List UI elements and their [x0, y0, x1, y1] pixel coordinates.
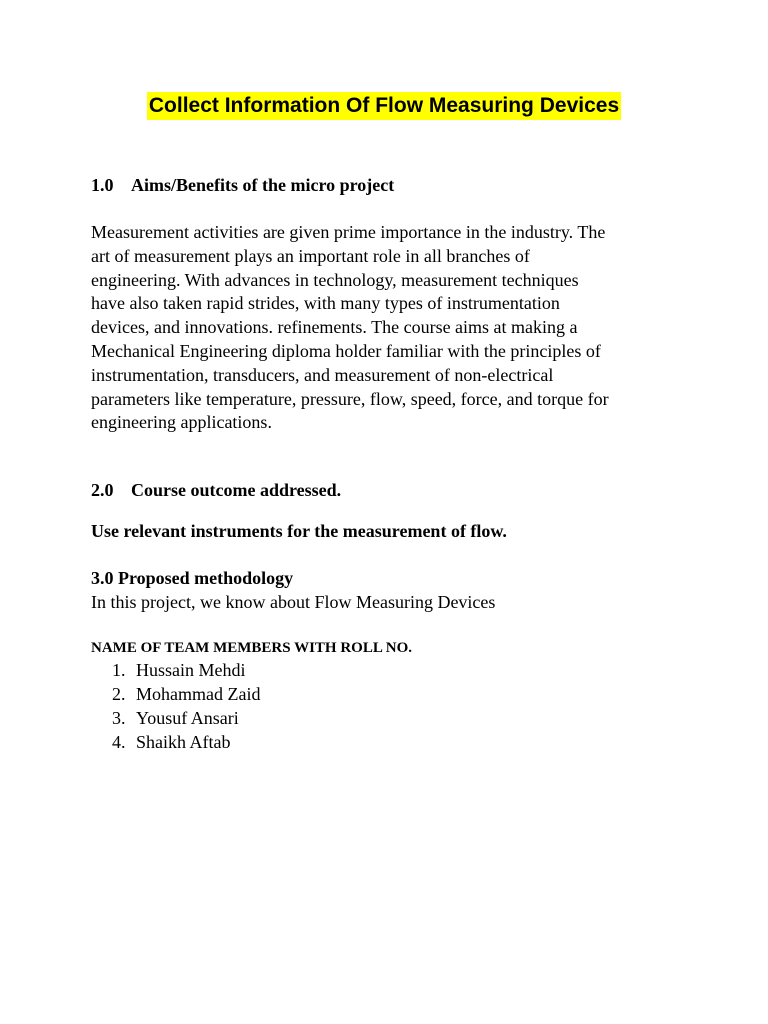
list-item — [112, 658, 260, 682]
section-3-heading: 3.0 Proposed methodology — [91, 568, 294, 588]
section-1-number: 1.0 — [91, 175, 114, 195]
section-2-heading — [91, 478, 341, 502]
paragraph-line: Mechanical Engineering diploma holder familiar with the principles of — [91, 340, 601, 361]
paragraph-line: instrumentation, transducers, and measurement of non-electrical — [91, 364, 554, 385]
list-item — [112, 730, 260, 754]
paragraph-line: engineering applications. — [91, 412, 272, 433]
document-title: Collect Information Of Flow Measuring Devices — [147, 92, 621, 120]
team-member-list — [112, 658, 260, 754]
section-2-title: Course outcome addressed. — [131, 480, 342, 500]
paragraph-line: devices, and innovations. refinements. The course aims at making a — [91, 317, 578, 338]
paragraph-line: have also taken rapid strides, with many types of instrumentation — [91, 293, 560, 314]
title-container — [0, 92, 768, 120]
paragraph-line: parameters like temperature, pressure, flow, speed, force, and torque for — [91, 388, 609, 409]
list-index: 4. — [112, 732, 126, 752]
member-name: Shaikh Aftab — [136, 732, 231, 752]
section-1-title: Aims/Benefits of the micro project — [131, 175, 395, 195]
list-index: 2. — [112, 684, 126, 704]
member-name: Mohammad Zaid — [136, 684, 261, 704]
team-heading: NAME OF TEAM MEMBERS WITH ROLL NO. — [91, 640, 413, 656]
list-item — [112, 706, 260, 730]
paragraph-line: Measurement activities are given prime importance in the industry. The — [91, 222, 606, 242]
aims-paragraph — [91, 221, 681, 435]
paragraph-line: art of measurement plays an important role in all branches of — [91, 245, 530, 266]
methodology-text: In this project, we know about Flow Measuring Devices — [91, 592, 496, 612]
section-2-number: 2.0 — [91, 480, 114, 500]
list-index: 1. — [112, 660, 126, 680]
member-name: Yousuf Ansari — [136, 708, 239, 728]
list-index: 3. — [112, 708, 126, 728]
course-outcome: Use relevant instruments for the measurement of flow. — [91, 521, 507, 541]
section-1-heading — [91, 173, 394, 197]
member-name: Hussain Mehdi — [136, 660, 246, 680]
paragraph-line: engineering. With advances in technology, measurement techniques — [91, 269, 579, 290]
list-item — [112, 682, 260, 706]
